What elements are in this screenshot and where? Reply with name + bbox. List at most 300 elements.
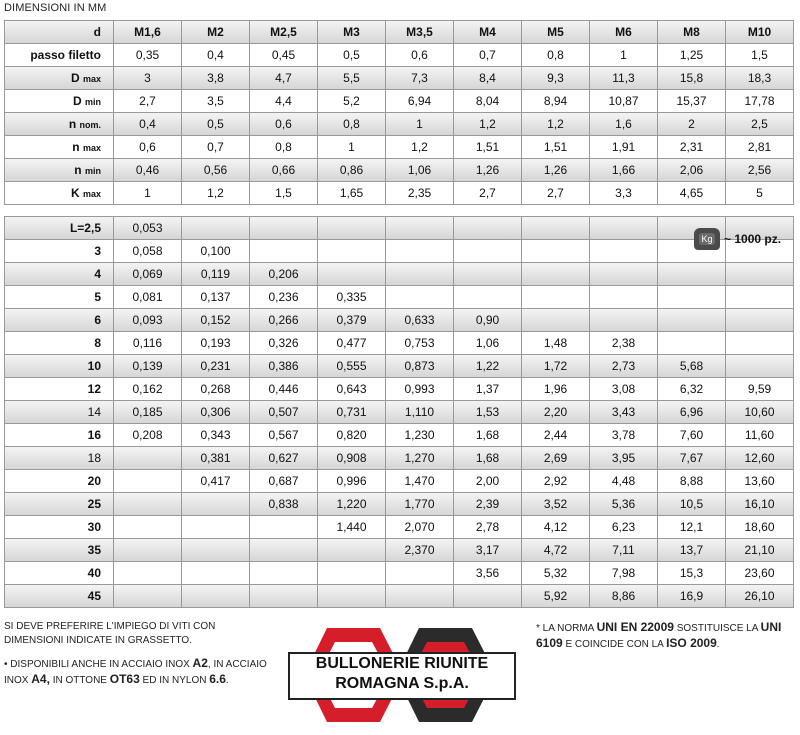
row-label: D min [4, 90, 114, 113]
table-cell: 2,06 [658, 159, 726, 182]
table-cell: 0,6 [250, 113, 318, 136]
table-cell: 10,5 [658, 493, 726, 516]
table-cell: 17,78 [726, 90, 794, 113]
table-row [4, 67, 794, 90]
table-cell [386, 562, 454, 585]
table-cell: 2,5 [726, 113, 794, 136]
table-cell: 0,5 [182, 113, 250, 136]
table-cell [386, 216, 454, 240]
table-cell: 1,68 [454, 424, 522, 447]
table-cell: 0,838 [250, 493, 318, 516]
table-cell [250, 240, 318, 263]
table-cell: 0,820 [318, 424, 386, 447]
table-cell [454, 263, 522, 286]
table-cell: 0,386 [250, 355, 318, 378]
table-cell: 1,96 [522, 378, 590, 401]
table-cell: 1,2 [182, 182, 250, 205]
table-cell: 0,633 [386, 309, 454, 332]
table-cell: 3,3 [590, 182, 658, 205]
table-cell: 5,68 [658, 355, 726, 378]
table-cell [658, 332, 726, 355]
table-cell [250, 216, 318, 240]
logo-text: BULLONERIE RIUNITE ROMAGNA S.p.A. [288, 652, 516, 700]
table-cell: 1 [114, 182, 182, 205]
table-cell: 1,53 [454, 401, 522, 424]
table-cell: 5,32 [522, 562, 590, 585]
table-cell: 0,162 [114, 378, 182, 401]
table-cell: 0,081 [114, 286, 182, 309]
table-cell [590, 216, 658, 240]
table-cell: 2,20 [522, 401, 590, 424]
table-cell: 0,507 [250, 401, 318, 424]
table-cell: 2,7 [454, 182, 522, 205]
table-row [4, 355, 794, 378]
table-cell: 13,7 [658, 539, 726, 562]
table-cell [182, 539, 250, 562]
table-cell: 2,92 [522, 470, 590, 493]
table-cell: 0,66 [250, 159, 318, 182]
table-cell: 1,06 [454, 332, 522, 355]
table-cell: 1,110 [386, 401, 454, 424]
table-cell: 0,7 [182, 136, 250, 159]
table-cell: 4,12 [522, 516, 590, 539]
table-row [4, 263, 794, 286]
table-cell: 10,60 [726, 401, 794, 424]
table-row [4, 470, 794, 493]
table-cell: 0,873 [386, 355, 454, 378]
table-cell: 2,78 [454, 516, 522, 539]
table-row [4, 286, 794, 309]
table-cell: 0,381 [182, 447, 250, 470]
table-cell [250, 516, 318, 539]
table-cell: 1,270 [386, 447, 454, 470]
table-cell: 0,116 [114, 332, 182, 355]
row-label: K max [4, 182, 114, 205]
length-label: L=2,5 [4, 216, 114, 240]
table-cell [182, 516, 250, 539]
table-cell: 0,343 [182, 424, 250, 447]
table-cell [114, 493, 182, 516]
weight-icon: Kg [694, 228, 720, 250]
table-cell: 1,65 [318, 182, 386, 205]
length-label: 4 [4, 263, 114, 286]
table-cell: 0,268 [182, 378, 250, 401]
table-cell: 4,48 [590, 470, 658, 493]
table-cell [386, 263, 454, 286]
table-cell: 0,8 [318, 113, 386, 136]
table-cell: 1,470 [386, 470, 454, 493]
table-row [4, 516, 794, 539]
table-row [4, 332, 794, 355]
table-cell: 1,2 [386, 136, 454, 159]
caption: DIMENSIONI IN MM [4, 2, 107, 14]
dimensions-table [4, 20, 794, 205]
weight-table [4, 216, 794, 608]
table-cell: 8,94 [522, 90, 590, 113]
table-cell: 2,81 [726, 136, 794, 159]
table-cell: 0,139 [114, 355, 182, 378]
table-cell: 0,8 [522, 44, 590, 67]
table-cell [250, 585, 318, 608]
table-row [4, 44, 794, 67]
table-row [4, 113, 794, 136]
length-label: 45 [4, 585, 114, 608]
table-cell [590, 286, 658, 309]
table-cell [590, 309, 658, 332]
table-cell [182, 562, 250, 585]
table-cell: 3,5 [182, 90, 250, 113]
table-cell: 0,477 [318, 332, 386, 355]
column-header: M1,6 [114, 20, 182, 44]
table-cell: 2,070 [386, 516, 454, 539]
table-cell [658, 286, 726, 309]
row-label: D max [4, 67, 114, 90]
table-cell [454, 216, 522, 240]
table-cell: 1,25 [658, 44, 726, 67]
table-cell: 0,236 [250, 286, 318, 309]
table-cell [454, 286, 522, 309]
table-row [4, 136, 794, 159]
table-cell: 3,56 [454, 562, 522, 585]
table-cell: 0,306 [182, 401, 250, 424]
table-cell: 1,2 [454, 113, 522, 136]
table-cell: 0,058 [114, 240, 182, 263]
table-cell: 1,22 [454, 355, 522, 378]
table-cell: 7,11 [590, 539, 658, 562]
table-cell [182, 585, 250, 608]
table-cell: 9,59 [726, 378, 794, 401]
weight-indicator [694, 228, 781, 250]
length-label: 5 [4, 286, 114, 309]
table-cell: 8,86 [590, 585, 658, 608]
notes-right: * LA NORMA UNI EN 22009 SOSTITUISCE LA UNI 6109 E COINCIDE CON LA ISO 2009. [536, 620, 782, 650]
table-cell: 4,7 [250, 67, 318, 90]
table-cell: 5,92 [522, 585, 590, 608]
table-cell [658, 263, 726, 286]
table-cell: 0,100 [182, 240, 250, 263]
table-cell: 16,10 [726, 493, 794, 516]
table-cell: 7,67 [658, 447, 726, 470]
column-header: M8 [658, 20, 726, 44]
row-label: n min [4, 159, 114, 182]
table-cell: 8,04 [454, 90, 522, 113]
table-cell: 3,08 [590, 378, 658, 401]
table-cell: 10,87 [590, 90, 658, 113]
length-label: 3 [4, 240, 114, 263]
table-cell: 6,94 [386, 90, 454, 113]
table-cell: 1,48 [522, 332, 590, 355]
table-cell: 0,137 [182, 286, 250, 309]
table-cell: 0,326 [250, 332, 318, 355]
table-cell [114, 539, 182, 562]
table-cell: 0,208 [114, 424, 182, 447]
table-cell: 2,73 [590, 355, 658, 378]
length-label: 18 [4, 447, 114, 470]
table-cell: 12,1 [658, 516, 726, 539]
table-cell: 1,72 [522, 355, 590, 378]
table-cell [726, 309, 794, 332]
table-cell: 2,7 [522, 182, 590, 205]
table-cell [114, 585, 182, 608]
table-row [4, 182, 794, 205]
table-cell: 0,4 [182, 44, 250, 67]
table-cell: 0,993 [386, 378, 454, 401]
table-cell: 21,10 [726, 539, 794, 562]
table-cell: 3,43 [590, 401, 658, 424]
note-materials: • DISPONIBILI ANCHE IN ACCIAIO INOX A2, IN ACCIAIO INOX A4, IN OTTONE OT63 ED IN NYLON 6.6. [4, 656, 267, 686]
weight-label: ~ 1000 pz. [724, 232, 782, 246]
table-cell: 5,2 [318, 90, 386, 113]
table-cell: 2,31 [658, 136, 726, 159]
table-cell: 1,2 [522, 113, 590, 136]
table-cell [590, 240, 658, 263]
table-cell: 1,91 [590, 136, 658, 159]
table-row [4, 159, 794, 182]
table-cell: 0,753 [386, 332, 454, 355]
table-row [4, 585, 794, 608]
length-label: 16 [4, 424, 114, 447]
table-row [4, 539, 794, 562]
table-cell: 1,6 [590, 113, 658, 136]
table-cell: 4,72 [522, 539, 590, 562]
table-cell: 0,567 [250, 424, 318, 447]
table-row [4, 424, 794, 447]
table-cell: 2,00 [454, 470, 522, 493]
table-cell: 0,7 [454, 44, 522, 67]
table-cell: 6,96 [658, 401, 726, 424]
table-cell: 2,370 [386, 539, 454, 562]
table-row [4, 493, 794, 516]
table-cell: 0,206 [250, 263, 318, 286]
table-cell [386, 240, 454, 263]
length-label: 12 [4, 378, 114, 401]
table-cell: 0,45 [250, 44, 318, 67]
table-cell: 0,8 [250, 136, 318, 159]
table-cell [182, 493, 250, 516]
table-cell: 0,119 [182, 263, 250, 286]
table-cell [318, 263, 386, 286]
column-header: M3,5 [386, 20, 454, 44]
table-cell: 11,60 [726, 424, 794, 447]
table-row [4, 216, 794, 240]
table-cell: 0,56 [182, 159, 250, 182]
table-cell [318, 585, 386, 608]
table-cell: 2,56 [726, 159, 794, 182]
table-cell [318, 216, 386, 240]
table-cell [114, 516, 182, 539]
table-cell: 0,731 [318, 401, 386, 424]
table-cell: 2,69 [522, 447, 590, 470]
table-cell: 7,60 [658, 424, 726, 447]
table-cell: 0,093 [114, 309, 182, 332]
row-label: n nom. [4, 113, 114, 136]
column-header: M10 [726, 20, 794, 44]
table-cell: 3,8 [182, 67, 250, 90]
table-cell: 2,35 [386, 182, 454, 205]
table-cell: 0,35 [114, 44, 182, 67]
table-cell [250, 539, 318, 562]
table-cell [726, 286, 794, 309]
table-cell [726, 332, 794, 355]
table-cell: 2,38 [590, 332, 658, 355]
table-cell: 0,379 [318, 309, 386, 332]
table-cell: 2 [658, 113, 726, 136]
table-cell: 0,6 [114, 136, 182, 159]
table-cell [522, 286, 590, 309]
table-cell: 0,627 [250, 447, 318, 470]
length-label: 8 [4, 332, 114, 355]
table-cell [114, 562, 182, 585]
table-cell [454, 585, 522, 608]
note-preference: SI DEVE PREFERIRE L'IMPIEGO DI VITI CON DIMENSIONI INDICATE IN GRASSETTO. [4, 621, 216, 646]
table-cell [318, 562, 386, 585]
table-cell: 3,17 [454, 539, 522, 562]
table-cell [318, 240, 386, 263]
table-cell: 16,9 [658, 585, 726, 608]
table-cell: 0,555 [318, 355, 386, 378]
table-cell: 1,26 [522, 159, 590, 182]
table-cell: 18,60 [726, 516, 794, 539]
row-label: n max [4, 136, 114, 159]
table-cell: 0,90 [454, 309, 522, 332]
length-label: 20 [4, 470, 114, 493]
table-cell: 6,32 [658, 378, 726, 401]
table-cell: 0,335 [318, 286, 386, 309]
table-cell: 5,36 [590, 493, 658, 516]
table-cell [114, 470, 182, 493]
table-cell: 2,39 [454, 493, 522, 516]
table-cell: 0,069 [114, 263, 182, 286]
table-cell: 1,51 [454, 136, 522, 159]
table-cell: 1,06 [386, 159, 454, 182]
table-cell: 0,193 [182, 332, 250, 355]
table-row [4, 447, 794, 470]
table-cell [454, 240, 522, 263]
table-cell: 3 [114, 67, 182, 90]
row-header: d [4, 20, 114, 44]
row-label: passo filetto [4, 44, 114, 67]
table-cell: 1,770 [386, 493, 454, 516]
column-header: M2 [182, 20, 250, 44]
length-label: 14 [4, 401, 114, 424]
table-cell: 1,68 [454, 447, 522, 470]
table-cell: 2,7 [114, 90, 182, 113]
table-cell: 0,996 [318, 470, 386, 493]
table-cell: 0,86 [318, 159, 386, 182]
table-cell: 7,98 [590, 562, 658, 585]
table-cell: 5,5 [318, 67, 386, 90]
table-cell: 7,3 [386, 67, 454, 90]
table-cell: 0,908 [318, 447, 386, 470]
table-cell: 0,231 [182, 355, 250, 378]
table-cell: 0,152 [182, 309, 250, 332]
table-cell [250, 562, 318, 585]
table-row [4, 90, 794, 113]
table-cell: 0,687 [250, 470, 318, 493]
table-cell: 1 [318, 136, 386, 159]
length-label: 30 [4, 516, 114, 539]
column-header: M4 [454, 20, 522, 44]
table-row [4, 562, 794, 585]
table-cell: 3,52 [522, 493, 590, 516]
table-cell: 13,60 [726, 470, 794, 493]
table-cell: 1,37 [454, 378, 522, 401]
table-cell: 0,643 [318, 378, 386, 401]
table-cell: 0,6 [386, 44, 454, 67]
table-row [4, 240, 794, 263]
length-label: 6 [4, 309, 114, 332]
table-cell: 1,5 [726, 44, 794, 67]
table-cell: 6,23 [590, 516, 658, 539]
table-cell [590, 263, 658, 286]
table-cell: 3,78 [590, 424, 658, 447]
table-cell: 3,95 [590, 447, 658, 470]
table-cell: 1 [590, 44, 658, 67]
table-cell: 1 [386, 113, 454, 136]
table-cell: 4,65 [658, 182, 726, 205]
table-cell: 0,46 [114, 159, 182, 182]
length-label: 40 [4, 562, 114, 585]
table-cell [114, 447, 182, 470]
table-row [4, 401, 794, 424]
table-cell: 9,3 [522, 67, 590, 90]
table-cell [182, 216, 250, 240]
table-cell [522, 216, 590, 240]
table-cell: 15,37 [658, 90, 726, 113]
column-header: M5 [522, 20, 590, 44]
table-cell: 0,053 [114, 216, 182, 240]
length-label: 35 [4, 539, 114, 562]
table-cell: 0,4 [114, 113, 182, 136]
table-cell: 1,440 [318, 516, 386, 539]
table-row [4, 378, 794, 401]
table-cell: 0,185 [114, 401, 182, 424]
table-cell: 8,88 [658, 470, 726, 493]
table-cell [522, 263, 590, 286]
notes-left [4, 620, 274, 696]
table-cell [386, 585, 454, 608]
column-header: M3 [318, 20, 386, 44]
table-cell: 1,220 [318, 493, 386, 516]
table-cell: 1,66 [590, 159, 658, 182]
table-cell: 11,3 [590, 67, 658, 90]
table-cell [726, 355, 794, 378]
table-row [4, 309, 794, 332]
table-cell: 18,3 [726, 67, 794, 90]
table-cell: 5 [726, 182, 794, 205]
table-cell: 0,446 [250, 378, 318, 401]
table-cell [726, 263, 794, 286]
table-cell: 4,4 [250, 90, 318, 113]
table-cell: 0,5 [318, 44, 386, 67]
table-cell: 15,8 [658, 67, 726, 90]
table-cell [318, 539, 386, 562]
table-cell [522, 309, 590, 332]
length-label: 10 [4, 355, 114, 378]
table-cell: 15,3 [658, 562, 726, 585]
company-logo [282, 620, 518, 730]
table-cell: 26,10 [726, 585, 794, 608]
table-cell: 1,51 [522, 136, 590, 159]
table-cell: 0,417 [182, 470, 250, 493]
table-cell [658, 309, 726, 332]
table-cell: 1,5 [250, 182, 318, 205]
table-cell: 0,266 [250, 309, 318, 332]
table-cell [386, 286, 454, 309]
length-label: 25 [4, 493, 114, 516]
table-cell: 12,60 [726, 447, 794, 470]
table-cell: 8,4 [454, 67, 522, 90]
